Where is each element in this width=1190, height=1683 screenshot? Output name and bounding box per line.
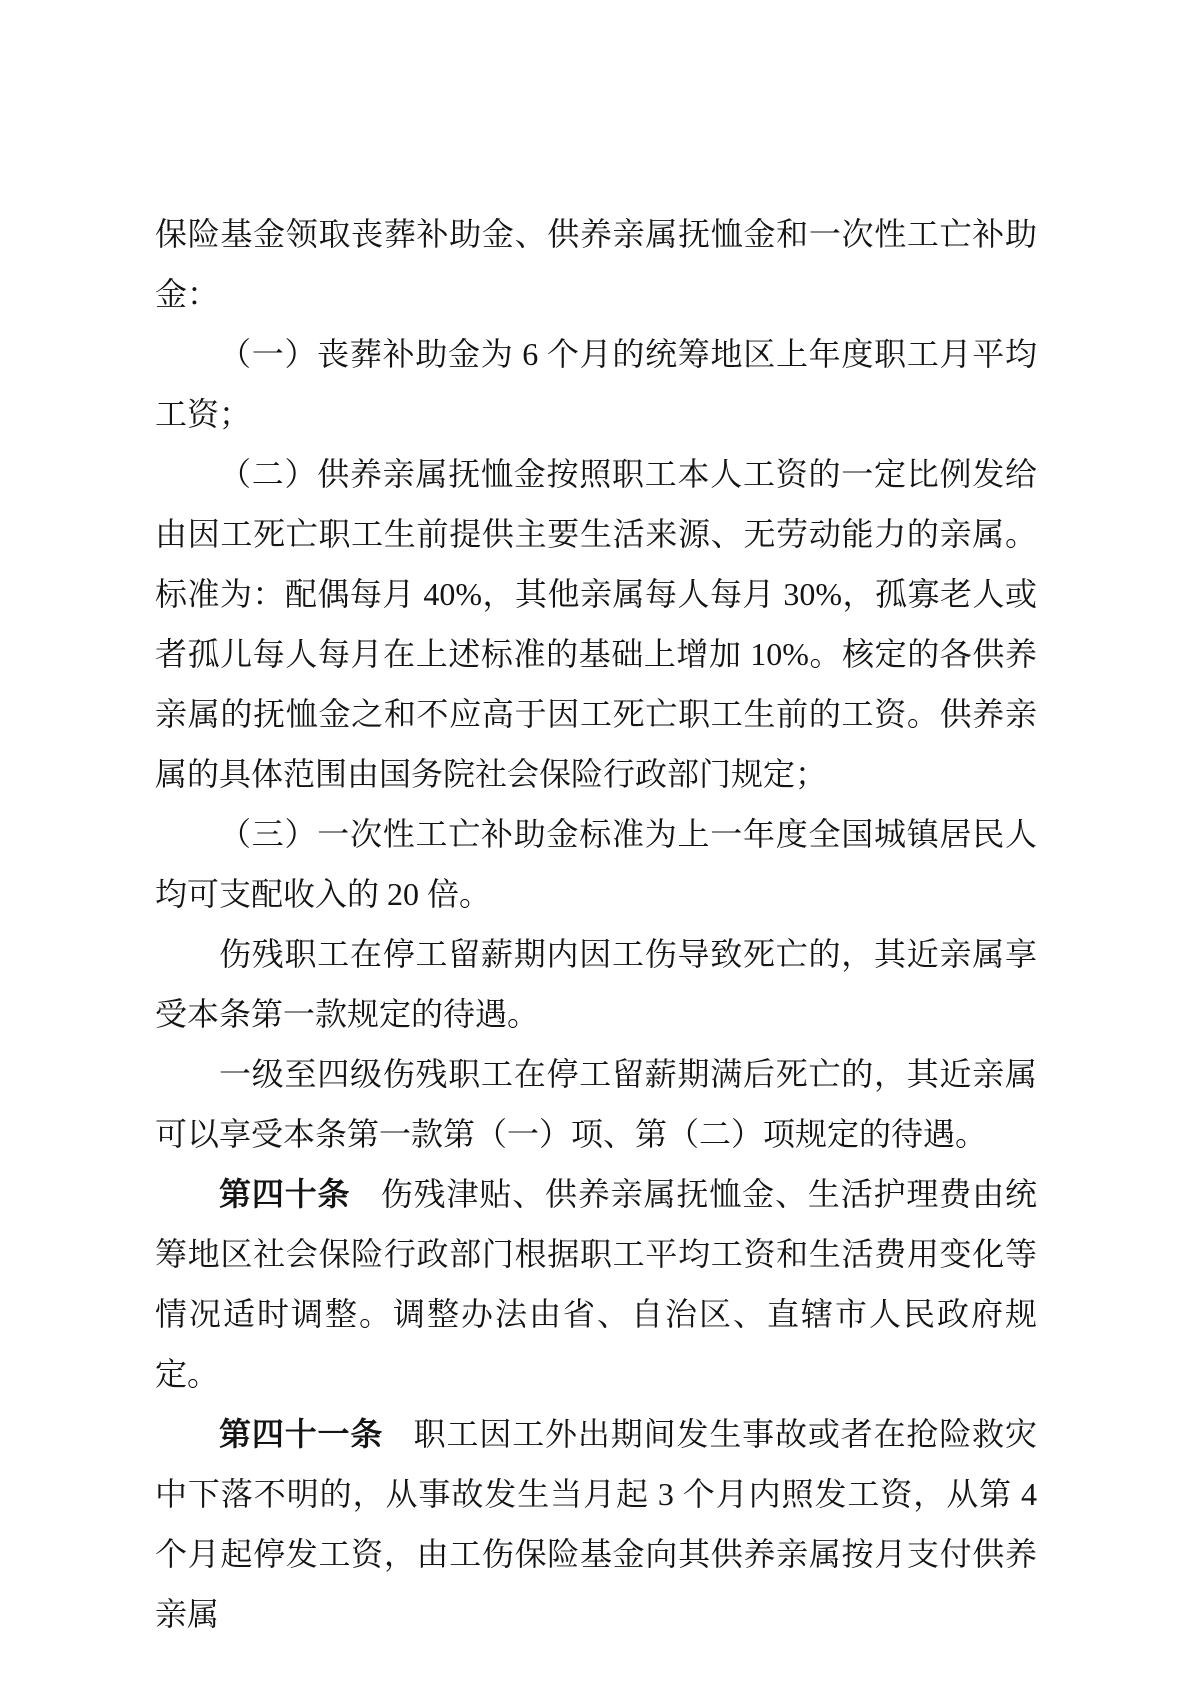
- article-41: [155, 1404, 1037, 1644]
- item-1-funeral-subsidy: [155, 324, 1037, 444]
- text-run: 伤残职工在停工留薪期内因工伤导致死亡的，其近亲属享受本条第一款规定的待遇。: [155, 936, 1037, 1032]
- article-number: 第四十条: [219, 1176, 351, 1212]
- text-run: 保险基金领取丧葬补助金、供养亲属抚恤金和一次性工亡补助金：: [155, 216, 1037, 312]
- text-run: （二）供养亲属抚恤金按照职工本人工资的一定比例发给由因工死亡职工生前提供主要生活来源、无劳动能力的亲属。标准为：配偶每月 40%，其他亲属每人每月 30%，孤寡老人或者孤儿每人每月在上述标准的基础上增加 10%。核定的各供养亲属的抚恤金之和不应高于因工死亡职工生前的工资。供养亲属的具体范围由国务院社会保险行政部门规定；: [155, 456, 1037, 792]
- article-40: [155, 1164, 1037, 1404]
- text-run: （一）丧葬补助金为 6 个月的统筹地区上年度职工月平均工资；: [155, 336, 1037, 432]
- item-3-lump-sum-death-benefit: [155, 804, 1037, 924]
- article-number: 第四十一条: [219, 1416, 384, 1452]
- para-grade-one-to-four-death: [155, 1044, 1037, 1164]
- text-run: （三）一次性工亡补助金标准为上一年度全国城镇居民人均可支配收入的 20 倍。: [155, 816, 1037, 912]
- text-run: 伤残津贴、供养亲属抚恤金、生活护理费由统筹地区社会保险行政部门根据职工平均工资和生活费用变化等情况适时调整。调整办法由省、自治区、直辖市人民政府规定。: [155, 1176, 1037, 1392]
- para-carryover-article-39: [155, 204, 1037, 324]
- document-body-text: [155, 204, 1037, 1644]
- item-2-dependent-pension: [155, 444, 1037, 804]
- para-death-during-paid-leave: [155, 924, 1037, 1044]
- text-run: 一级至四级伤残职工在停工留薪期满后死亡的，其近亲属可以享受本条第一款第（一）项、第（二）项规定的待遇。: [155, 1056, 1037, 1152]
- text-run: 职工因工外出期间发生事故或者在抢险救灾中下落不明的，从事故发生当月起 3 个月内照发工资，从第 4 个月起停发工资，由工伤保险基金向其供养亲属按月支付供养亲属: [155, 1416, 1037, 1632]
